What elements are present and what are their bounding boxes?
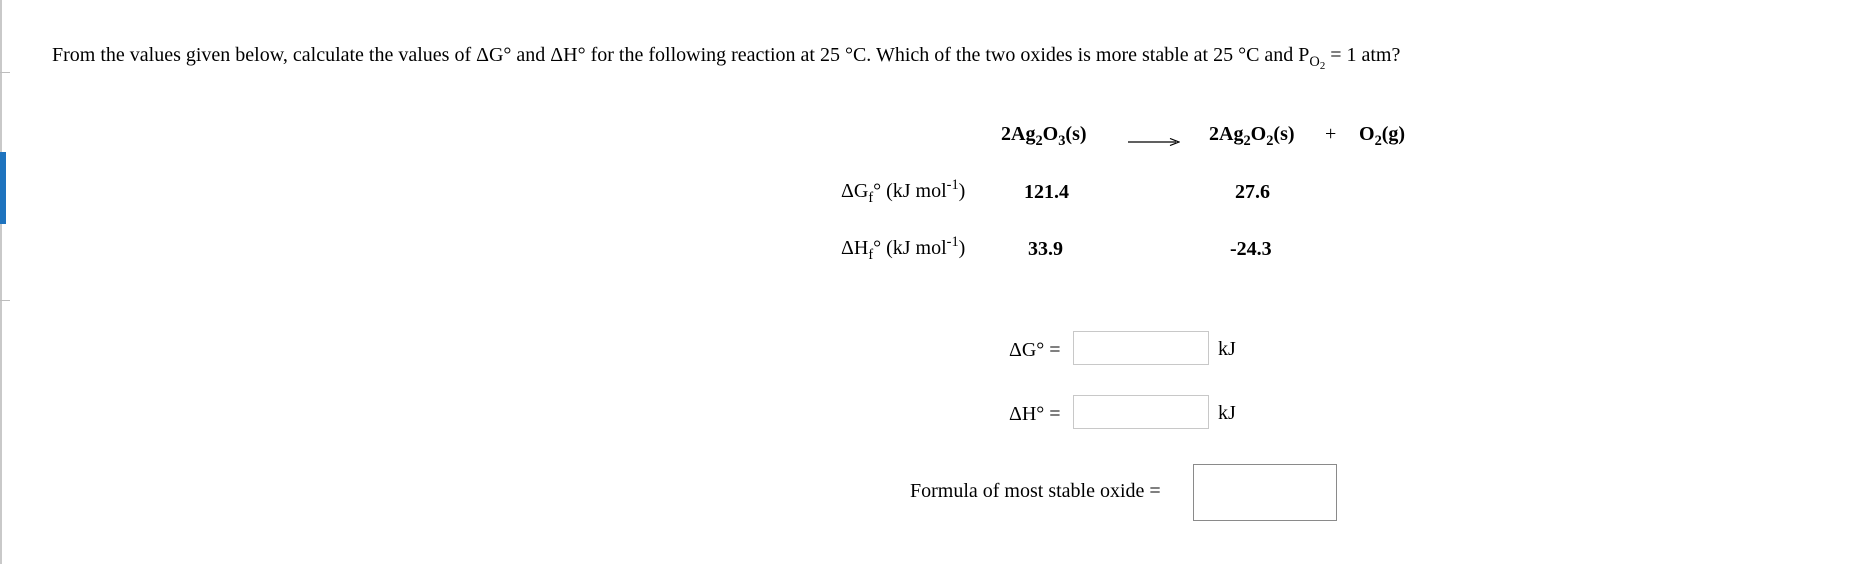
gibbs-label-symbol: ΔG (841, 180, 869, 202)
reactant-subscript-1: 2 (1035, 133, 1043, 150)
delta-h-unit: kJ (1218, 402, 1236, 424)
reactant-state: (s) (1065, 123, 1087, 145)
delta-g-answer-label: ΔG° = (1009, 339, 1061, 361)
product2-state: (g) (1381, 123, 1406, 145)
product2-formula (1359, 123, 1406, 150)
gibbs-reactant-value: 121.4 (1024, 181, 1069, 203)
product1-subscript-2: 2 (1266, 133, 1274, 150)
reactant-formula (1001, 123, 1087, 150)
enthalpy-row-label (841, 234, 966, 264)
gibbs-product-value: 27.6 (1235, 181, 1270, 203)
delta-h-input[interactable] (1073, 395, 1209, 429)
side-tab-indicator[interactable] (0, 152, 6, 224)
long-right-arrow-icon (1128, 138, 1180, 146)
stable-oxide-input[interactable] (1193, 464, 1337, 521)
question-text-part2: = 1 atm? (1325, 44, 1401, 66)
product1-formula (1209, 123, 1295, 150)
plus-sign: + (1325, 123, 1337, 145)
delta-g-input[interactable] (1073, 331, 1209, 365)
delta-h-answer-label: ΔH° = (1009, 403, 1061, 425)
enthalpy-label-subscript: f (868, 247, 874, 264)
enthalpy-label-units: ° (kJ mol (873, 237, 947, 259)
gibbs-label-superscript: -1 (946, 177, 959, 194)
product1-state: (s) (1273, 123, 1295, 145)
gibbs-label-units: ° (kJ mol (873, 180, 947, 202)
enthalpy-label-close: ) (958, 237, 966, 259)
product1-formula-prefix: 2Ag (1209, 123, 1244, 145)
gibbs-row-label (841, 177, 966, 207)
left-border-notch (0, 300, 10, 301)
enthalpy-label-superscript: -1 (946, 234, 959, 251)
reactant-formula-prefix: 2Ag (1001, 123, 1036, 145)
enthalpy-reactant-value: 33.9 (1028, 238, 1063, 260)
enthalpy-product-value: -24.3 (1230, 238, 1272, 260)
pressure-subscript (1309, 54, 1326, 73)
product2-formula-prefix: O (1359, 123, 1375, 145)
delta-g-unit: kJ (1218, 338, 1236, 360)
gibbs-label-subscript: f (868, 190, 874, 207)
stable-oxide-label: Formula of most stable oxide = (910, 480, 1161, 502)
pressure-subscript-element: O (1309, 54, 1320, 71)
enthalpy-label-symbol: ΔH (841, 237, 869, 259)
left-border-notch (0, 72, 10, 73)
reactant-formula-middle: O (1042, 123, 1059, 145)
gibbs-label-close: ) (958, 180, 966, 202)
product2-subscript: 2 (1374, 133, 1382, 150)
left-border (0, 0, 2, 564)
product1-subscript-1: 2 (1243, 133, 1251, 150)
reactant-subscript-2: 3 (1058, 133, 1066, 150)
product1-formula-middle: O (1250, 123, 1267, 145)
question-text (52, 44, 1401, 73)
question-text-part1: From the values given below, calculate the values of ΔG° and ΔH° for the following reaction at 25 °C. Which of the two oxides is more stable at 25 °C and P (52, 44, 1310, 66)
pressure-subscript-digit: 2 (1319, 60, 1326, 73)
